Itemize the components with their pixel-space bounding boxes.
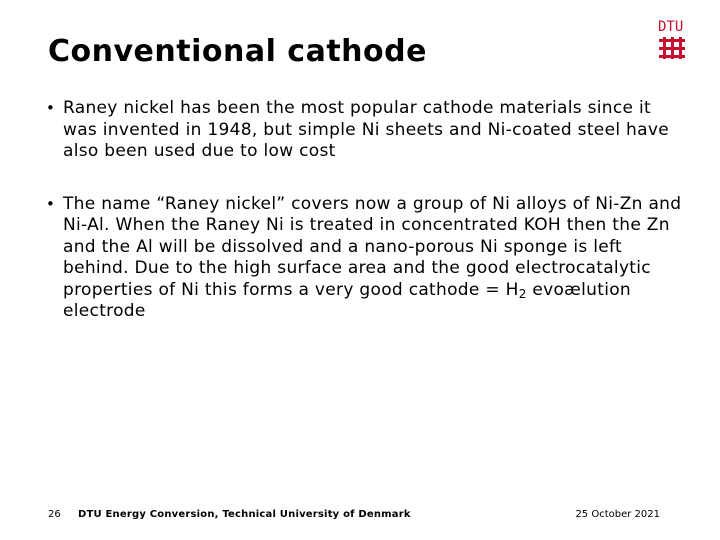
dtu-logo-text: DTU — [658, 19, 684, 35]
slide-title: Conventional cathode — [48, 34, 427, 69]
bullet-dot-icon: • — [46, 194, 56, 213]
bullet-dot-icon: • — [46, 99, 56, 117]
page-number: 26 — [48, 509, 61, 520]
footer-organization: DTU Energy Conversion, Technical University of Denmark — [78, 509, 411, 520]
bullet-item — [46, 194, 686, 323]
dtu-logo — [657, 17, 689, 65]
subscript: 2 — [518, 286, 527, 301]
bullet-text-continued: evoælution electrode — [63, 279, 632, 321]
bullet-text: Raney nickel has been the most popular cathode materials since it was invented in 1948, but simple Ni sheets and Ni-coated steel have also been used due to low cost — [63, 98, 669, 161]
bullet-item — [46, 98, 686, 163]
footer-date: 25 October 2021 — [575, 509, 660, 520]
bullet-text: The name “Raney nickel” covers now a group of Ni alloys of Ni-Zn and Ni-Al. When the Raney Ni is treated in concentrated KOH then the Zn and the Al will be dissolved and a nano-porous Ni sponge is left behind. Due to the high surface area and the good electrocatalytic properties of Ni this forms a very good cathode = H — [63, 193, 682, 300]
bullet-list — [46, 98, 686, 323]
